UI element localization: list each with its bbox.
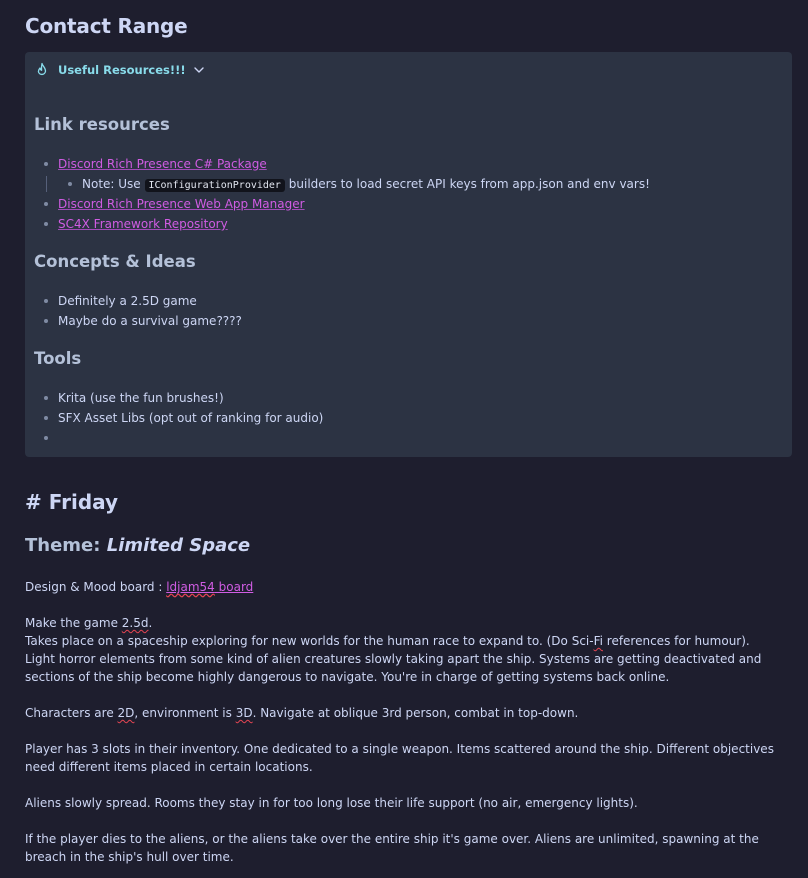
list-item: Definitely a 2.5D game: [34, 291, 242, 311]
link-sc4x-framework[interactable]: SC4X Framework Repository: [58, 217, 228, 231]
list-item: [34, 194, 650, 214]
text: Characters are: [25, 706, 118, 720]
theme-prefix: Theme:: [25, 535, 107, 556]
text: , environment is: [134, 706, 236, 720]
list-item: [34, 154, 650, 174]
heading-concepts: Concepts & Ideas: [34, 252, 196, 271]
link-part-a: ldjam54: [166, 580, 215, 594]
heading-link-resources: Link resources: [34, 115, 170, 134]
callout-title: Useful Resources!!!: [58, 63, 186, 77]
text: references for humour).: [602, 634, 750, 648]
heading-friday: # Friday: [25, 490, 119, 514]
list-item: Krita (use the fun brushes!): [34, 388, 323, 408]
ldjam-board-link[interactable]: [166, 580, 253, 594]
design-prefix: Design & Mood board :: [25, 580, 167, 594]
design-board-line: [25, 578, 792, 596]
heading-theme: [25, 537, 250, 555]
paragraph-make-game: [25, 614, 792, 632]
list-item-empty[interactable]: [34, 428, 323, 448]
list-item-note: [34, 174, 650, 194]
chevron-down-icon[interactable]: [192, 63, 206, 77]
resources-callout: [25, 52, 792, 457]
paragraph-game-over: If the player dies to the aliens, or the aliens take over the entire ship it's game over. Aliens are unlimited, spawning at the breach in the ship's hull over time.: [25, 832, 759, 864]
list-item: SFX Asset Libs (opt out of ranking for audio): [34, 408, 323, 428]
link-part-b: board: [214, 580, 254, 594]
spellcheck-word: 2D: [117, 706, 135, 720]
list-item: Maybe do a survival game????: [34, 311, 242, 331]
link-resources-list: [34, 154, 650, 234]
text: .: [148, 616, 153, 630]
link-discord-rich-presence-package[interactable]: Discord Rich Presence C# Package: [58, 157, 267, 171]
callout-toggle[interactable]: [34, 52, 783, 88]
link-discord-web-app-manager[interactable]: Discord Rich Presence Web App Manager: [58, 197, 305, 211]
tools-list: [34, 388, 323, 448]
flame-icon: [34, 62, 50, 78]
list-item: [34, 214, 650, 234]
paragraph-inventory: Player has 3 slots in their inventory. One dedicated to a single weapon. Items scattered around the ship. Different objectives need different items placed in certain locations.: [25, 742, 774, 774]
text: . Navigate at oblique 3rd person, combat in top-down.: [252, 706, 579, 720]
paragraph-horror: Light horror elements from some kind of alien creatures slowly taking apart the ship. Systems are getting deactivated and sections of the ship become highly dangerous to navigate. You're in charge of getting systems back online.: [25, 652, 762, 684]
concepts-list: [34, 291, 242, 331]
note-prefix: Note: Use: [82, 177, 145, 191]
spellcheck-word: 2.5d: [121, 616, 149, 630]
theme-name: Limited Space: [106, 535, 251, 556]
heading-tools: Tools: [34, 349, 82, 368]
text: Make the game: [25, 616, 122, 630]
page-title: Contact Range: [25, 14, 188, 38]
inline-code: IConfigurationProvider: [145, 179, 285, 192]
paragraph-spaceship: [25, 632, 792, 650]
paragraph-aliens-spread: Aliens slowly spread. Rooms they stay in for too long lose their life support (no air, emergency lights).: [25, 796, 638, 810]
spellcheck-word: 3D: [235, 706, 253, 720]
note-suffix: builders to load secret API keys from app.json and env vars!: [284, 177, 650, 191]
text: Takes place on a spaceship exploring for new worlds for the human race to expand to. (Do Sci-: [25, 634, 594, 648]
paragraph-characters: [25, 704, 792, 722]
spellcheck-word: Fi: [593, 634, 603, 648]
